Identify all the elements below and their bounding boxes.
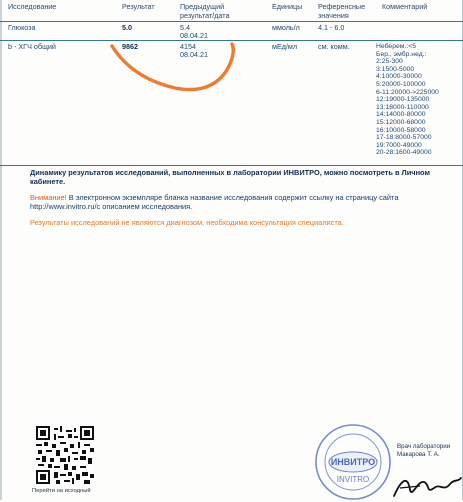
page-left-edge bbox=[0, 0, 2, 500]
table-divider-bottom bbox=[0, 165, 463, 166]
row-glucose-study[interactable]: Глюкоза bbox=[8, 23, 36, 32]
comment-line: 6-11:20000->225000 bbox=[376, 88, 439, 96]
comment-line: 20-28:1600-49000 bbox=[376, 149, 432, 157]
row-hcg-comment-list bbox=[376, 43, 462, 157]
doctor-name: Макарова Т. А. bbox=[397, 451, 440, 458]
header-comment: Комментарий bbox=[382, 2, 428, 11]
comment-line: 5:20000-100000 bbox=[376, 80, 426, 88]
comment-line: 19:7000-49000 bbox=[376, 141, 422, 149]
comment-line: Бер., эмбр.нед.: bbox=[376, 50, 427, 58]
dynamics-note: Динамику результатов исследований, выполненных в лаборатории ИНВИТРО, можно посмотреть в Личном кабинете. bbox=[30, 168, 430, 186]
doctor-role: Врач лаборатории bbox=[397, 443, 451, 450]
row-hcg-result: 9862 bbox=[122, 42, 138, 51]
row-hcg-previous-date: 08.04.21 bbox=[180, 50, 208, 59]
header-result: Результат bbox=[122, 2, 155, 11]
svg-text:INVITRO: INVITRO bbox=[336, 475, 370, 484]
row-hcg-study[interactable]: b - ХГЧ общий bbox=[8, 42, 56, 51]
row-glucose-previous-value: 5.4 bbox=[180, 23, 190, 32]
header-units: Единицы bbox=[272, 2, 303, 11]
header-previous-line2: результат/дата bbox=[180, 11, 230, 20]
comment-line: 4:10000-30000 bbox=[376, 73, 422, 81]
header-reference-line1: Референсные bbox=[318, 2, 366, 11]
comment-line: 12:19000-135000 bbox=[376, 96, 430, 104]
row-hcg-reference: см. комм. bbox=[318, 42, 350, 51]
qr-caption: Перейти на исходный bbox=[32, 488, 91, 494]
row-hcg-previous bbox=[180, 43, 208, 59]
attention-note bbox=[30, 193, 455, 211]
comment-line: 3:1500-5000 bbox=[376, 65, 415, 73]
comment-line: 16:10000-58000 bbox=[376, 126, 426, 134]
disclaimer-note: Результаты исследований не являются диагнозом, необходима консультация специалиста. bbox=[30, 218, 344, 227]
table-divider-row1 bbox=[0, 40, 463, 41]
row-hcg-units: мЕд/мл bbox=[272, 42, 298, 51]
table-divider-top bbox=[0, 21, 463, 22]
row-glucose-reference: 4.1 - 6.0 bbox=[318, 23, 345, 32]
row-glucose-result: 5.0 bbox=[122, 23, 132, 32]
row-hcg-previous-value: 4154 bbox=[180, 42, 196, 51]
comment-line: 13:18000-110000 bbox=[376, 103, 429, 111]
comment-line: 2:25-300 bbox=[376, 58, 403, 66]
header-previous bbox=[180, 2, 229, 20]
signature-icon bbox=[390, 470, 463, 500]
comment-line: 15:12000-68000 bbox=[376, 118, 426, 126]
svg-text:ИНВИТРО: ИНВИТРО bbox=[330, 457, 376, 467]
comment-line: 17-18:8000-57000 bbox=[376, 134, 432, 142]
row-glucose-previous-date: 08.04.21 bbox=[180, 31, 208, 40]
row-glucose-previous bbox=[180, 24, 208, 40]
header-study: Исследование bbox=[8, 2, 57, 11]
qr-code-icon[interactable] bbox=[34, 426, 96, 484]
header-reference bbox=[318, 2, 365, 20]
header-previous-line1: Предыдущий bbox=[180, 2, 225, 11]
row-glucose-units: ммоль/л bbox=[272, 23, 300, 32]
doctor-info bbox=[397, 443, 450, 459]
header-reference-line2: значения bbox=[318, 11, 349, 20]
comment-line: 14:14000-80000 bbox=[376, 111, 426, 119]
comment-line: Неберем.:<5 bbox=[376, 43, 416, 50]
attention-text: В электронном экземпляре бланка название исследования содержит ссылку на страницу сайта http://www.invitro.ru/с описанием исследования. bbox=[30, 193, 399, 211]
invitro-stamp-icon bbox=[312, 422, 394, 502]
attention-label: Внимание! bbox=[30, 193, 67, 202]
